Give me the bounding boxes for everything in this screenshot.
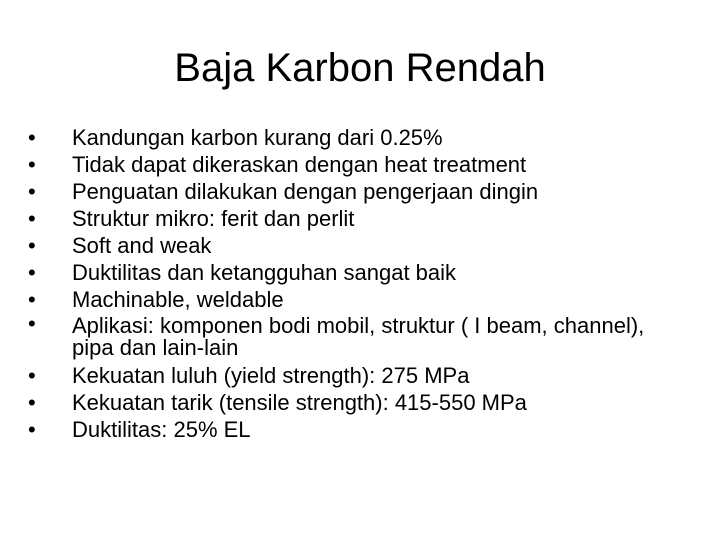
bullet-icon: •	[28, 260, 36, 285]
list-item	[28, 124, 688, 151]
list-item-text: Duktilitas: 25% EL	[72, 417, 251, 442]
bullet-list	[28, 124, 688, 443]
list-item-text: Struktur mikro: ferit dan perlit	[72, 206, 355, 231]
list-item	[28, 205, 688, 232]
list-item	[28, 389, 688, 416]
bullet-icon: •	[28, 179, 36, 204]
list-item-text: Soft and weak	[72, 233, 212, 258]
list-item-text: Duktilitas dan ketangguhan sangat baik	[72, 260, 457, 285]
list-item	[28, 313, 688, 362]
list-item-text: Tidak dapat dikeraskan dengan heat treatment	[72, 152, 527, 177]
bullet-icon: •	[28, 125, 36, 150]
bullet-icon: •	[28, 363, 36, 388]
bullet-icon: •	[28, 390, 36, 415]
bullet-icon: •	[28, 233, 36, 258]
bullet-icon: •	[28, 152, 36, 177]
list-item-text: Machinable, weldable	[72, 287, 284, 312]
list-item	[28, 232, 688, 259]
bullet-icon: •	[28, 311, 36, 336]
slide-title: Baja Karbon Rendah	[174, 46, 546, 90]
list-item-text: Kekuatan tarik (tensile strength): 415-550 MPa	[72, 390, 527, 415]
list-item	[28, 178, 688, 205]
bullet-icon: •	[28, 206, 36, 231]
list-item-text: Penguatan dilakukan dengan pengerjaan dingin	[72, 179, 539, 204]
list-item	[28, 362, 688, 389]
list-item-text: Aplikasi: komponen bodi mobil, struktur ( I beam, channel), pipa dan lain-lain	[72, 313, 645, 360]
bullet-icon: •	[28, 287, 36, 312]
list-item	[28, 259, 688, 286]
list-item	[28, 286, 688, 313]
list-item	[28, 151, 688, 178]
list-item	[28, 416, 688, 443]
bullet-icon: •	[28, 417, 36, 442]
list-item-text: Kekuatan luluh (yield strength): 275 MPa	[72, 363, 470, 388]
list-item-text: Kandungan karbon kurang dari 0.25%	[72, 125, 443, 150]
